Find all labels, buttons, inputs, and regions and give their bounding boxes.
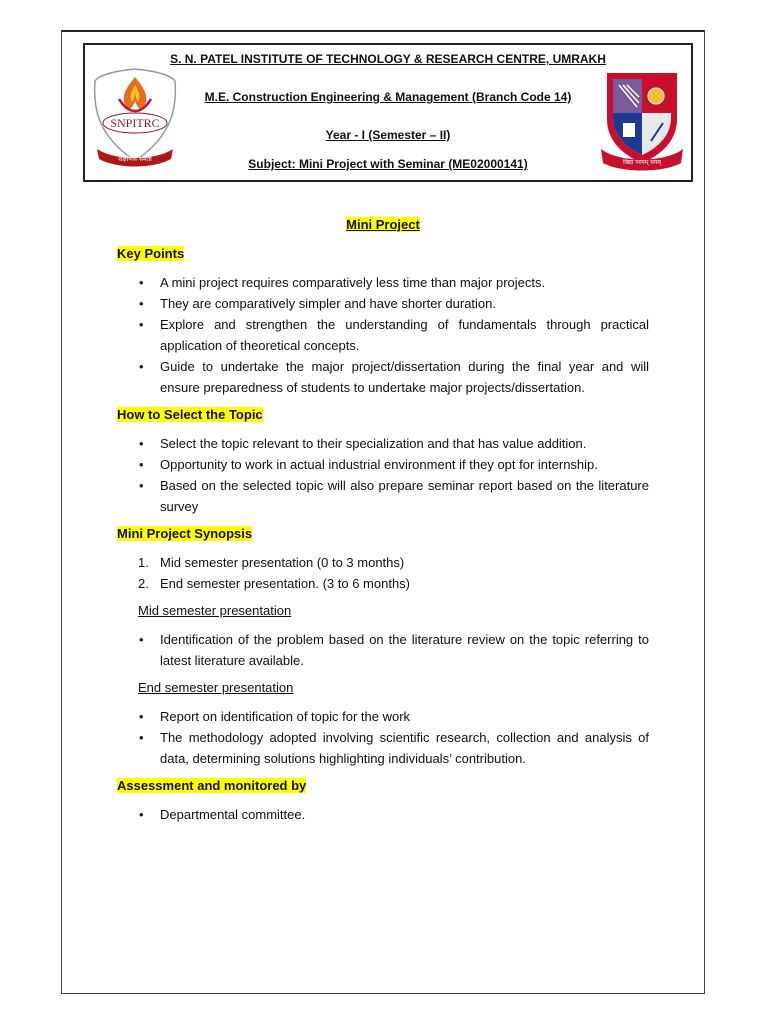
list-item: • The methodology adopted involving scientific research, collection and analysis of data, determining solutions highlighting individuals’ contribution.	[160, 727, 649, 769]
end-semester-list	[117, 706, 649, 769]
list-item: • They are comparatively simpler and have shorter duration.	[160, 293, 649, 314]
list-item: • Identification of the problem based on the literature review on the topic referring to latest literature available.	[160, 629, 649, 671]
document-body	[117, 210, 649, 831]
key-points-heading-text: Key Points	[117, 246, 185, 261]
list-item: • Opportunity to work in actual industrial environment if they opt for internship.	[160, 454, 649, 475]
logo-left-text: SNPITRC	[110, 116, 160, 130]
end-semester-heading: End semester presentation	[138, 680, 294, 695]
list-item: • Select the topic relevant to their specialization and that has value addition.	[160, 433, 649, 454]
item-text: End semester presentation. (3 to 6 months)	[160, 576, 411, 591]
key-points-list	[117, 272, 649, 398]
numbered-item	[138, 552, 649, 573]
mid-semester-heading: Mid semester presentation	[138, 603, 292, 618]
item-number: 2.	[138, 576, 149, 591]
university-crest-logo	[599, 67, 685, 173]
assessment-heading	[117, 775, 649, 796]
document-title	[117, 214, 649, 235]
list-item: • Explore and strengthen the understanding of fundamentals through practical application of theoretical concepts.	[160, 314, 649, 356]
select-topic-heading-text: How to Select the Topic	[117, 407, 263, 422]
program-name: M.E. Construction Engineering & Management (Branch Code 14)	[204, 90, 572, 104]
assessment-list	[117, 804, 649, 825]
synopsis-heading-text: Mini Project Synopsis	[117, 526, 253, 541]
logo-left-motto: शैक्षणिक समता	[118, 156, 152, 163]
synopsis-numbered-list	[117, 552, 649, 594]
key-points-heading	[117, 243, 649, 264]
list-item: • Departmental committee.	[160, 804, 649, 825]
numbered-item	[138, 573, 649, 594]
select-topic-heading	[117, 404, 649, 425]
year-semester: Year - I (Semester – II)	[325, 128, 451, 142]
list-item: • Guide to undertake the major project/dissertation during the final year and will ensure preparedness of students to undertake major projects/dissertation.	[160, 356, 649, 398]
subject-line: Subject: Mini Project with Seminar (ME02000141)	[248, 157, 528, 171]
list-item: • Report on identification of topic for the work	[160, 706, 649, 727]
logo-right-motto: विद्या परमम् धनम्	[623, 159, 661, 166]
mid-semester-list	[117, 629, 649, 671]
assessment-heading-text: Assessment and monitored by	[117, 778, 307, 793]
list-item: • A mini project requires comparatively less time than major projects.	[160, 272, 649, 293]
document-header	[83, 43, 693, 182]
select-topic-list	[117, 433, 649, 517]
synopsis-heading	[117, 523, 649, 544]
document-title-text: Mini Project	[346, 217, 420, 232]
item-number: 1.	[138, 555, 149, 570]
institute-name: S. N. PATEL INSTITUTE OF TECHNOLOGY & RESEARCH CENTRE, UMRAKH	[170, 52, 606, 66]
item-text: Mid semester presentation (0 to 3 months)	[160, 555, 405, 570]
list-item: • Based on the selected topic will also prepare seminar report based on the literature survey	[160, 475, 649, 517]
